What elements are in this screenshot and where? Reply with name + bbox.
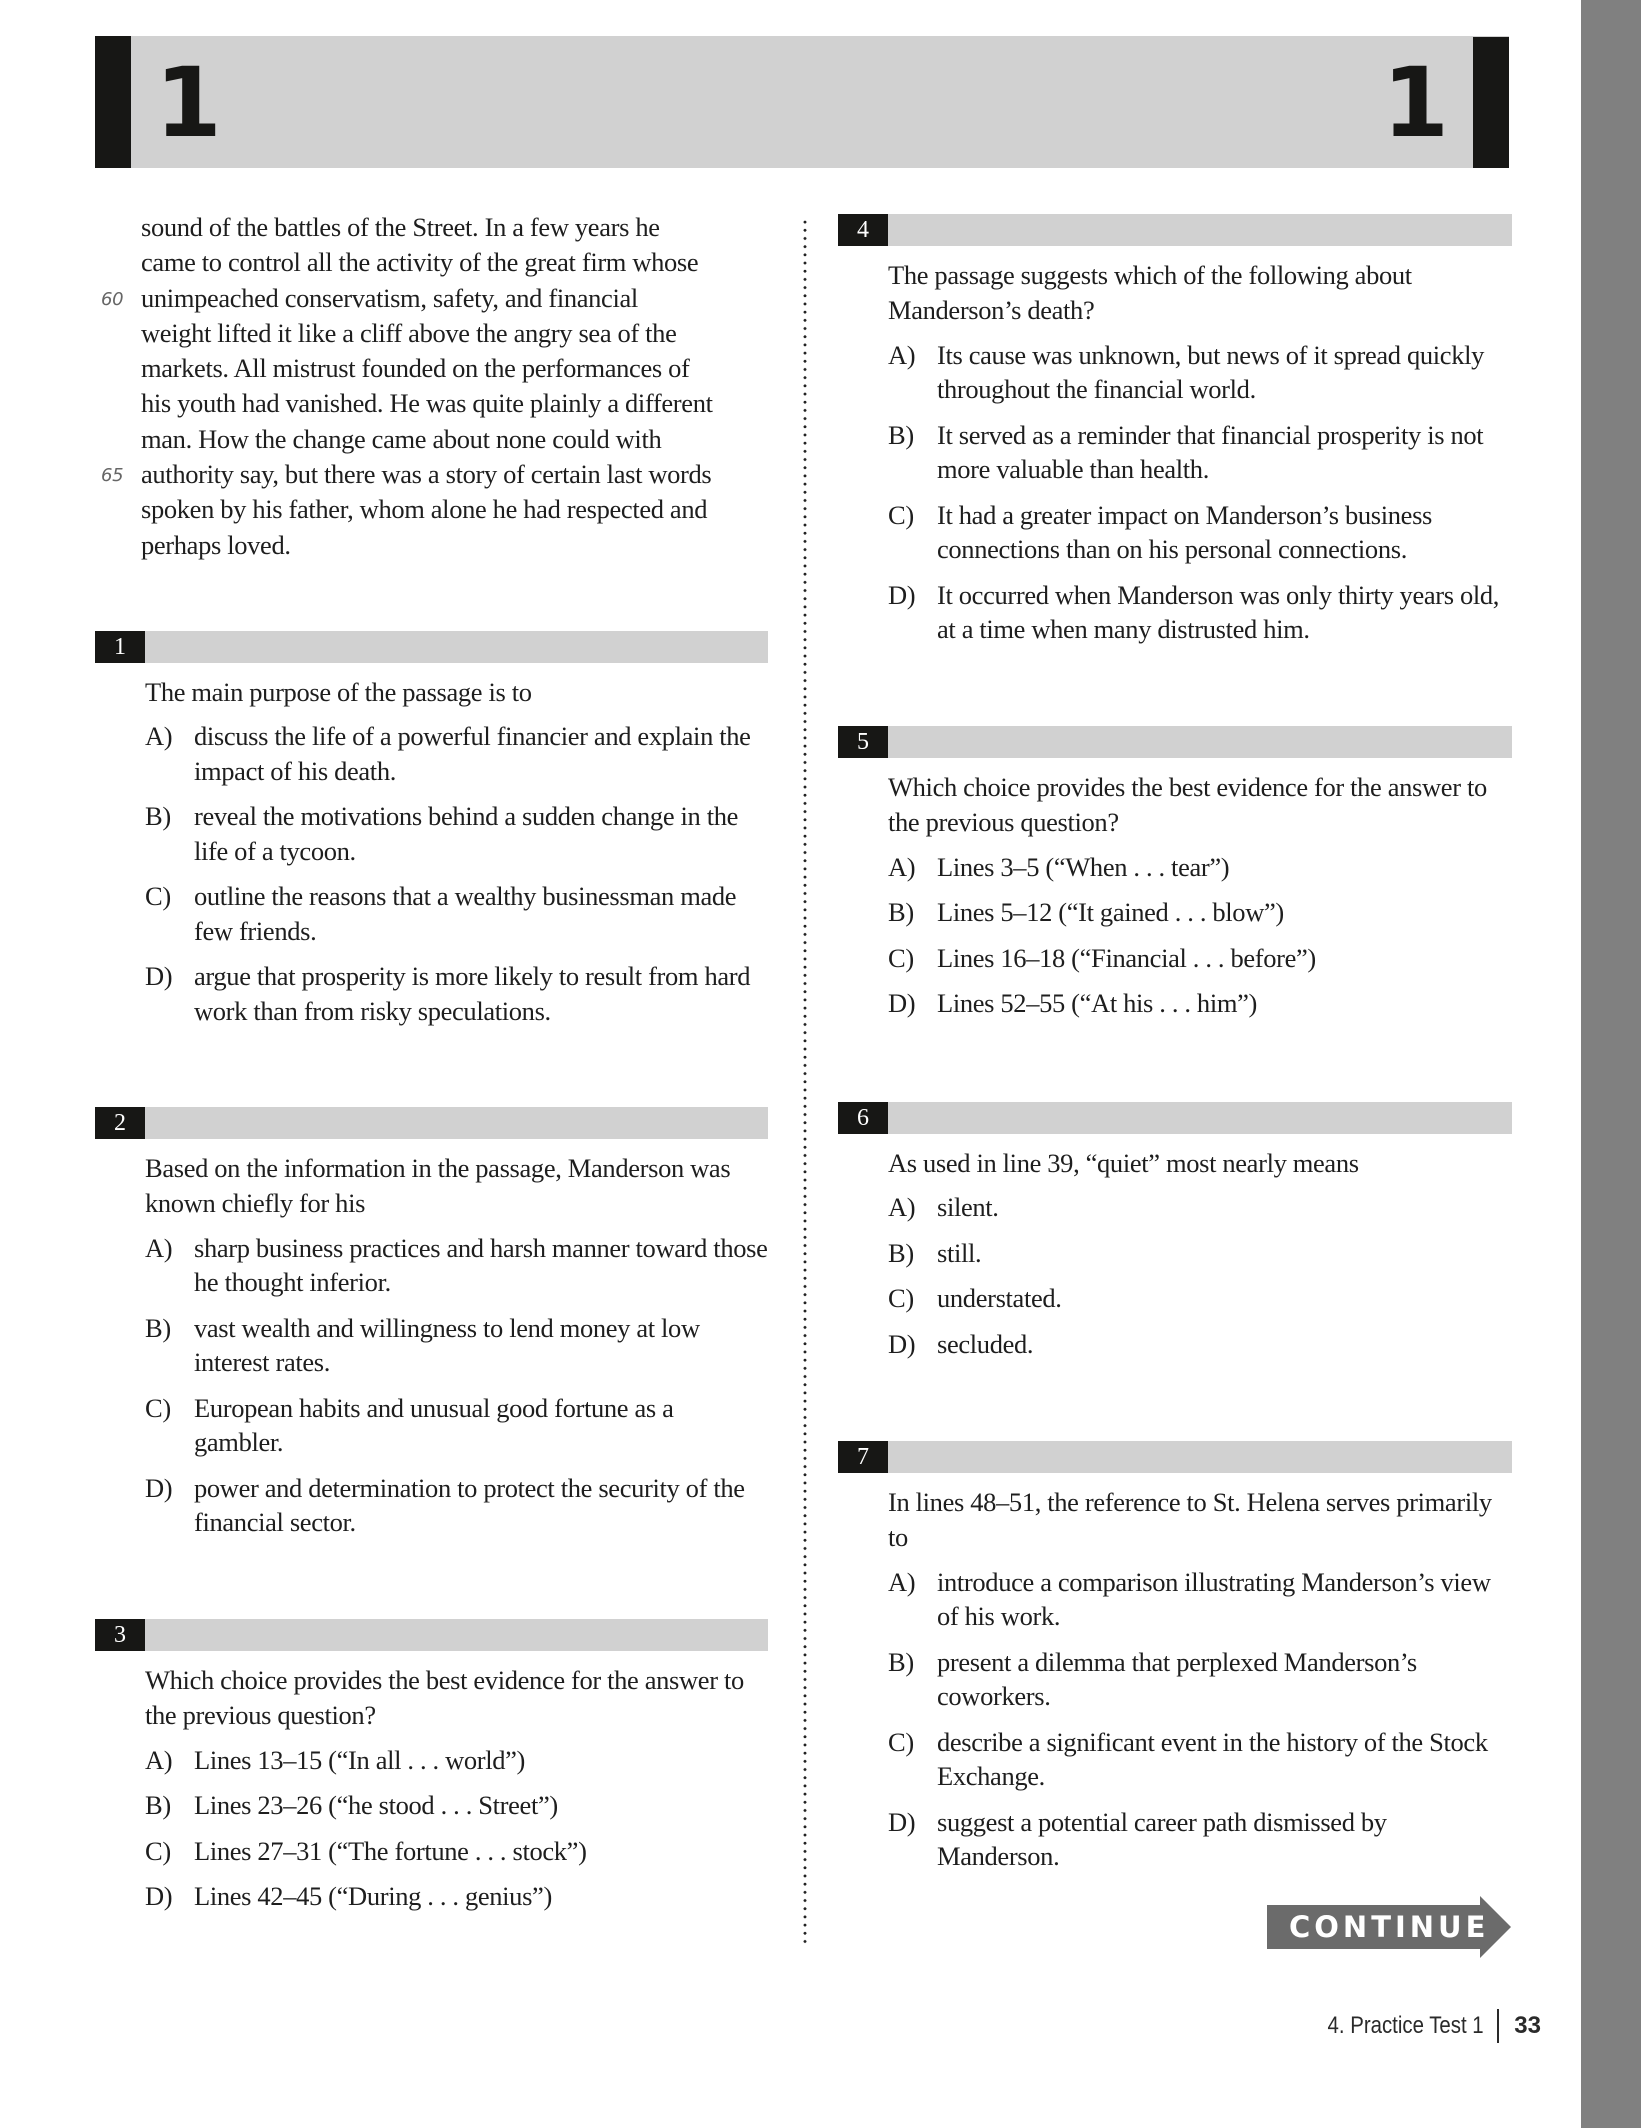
question-number: 5 xyxy=(838,726,888,758)
answer-choices xyxy=(888,1190,1512,1361)
question-7 xyxy=(838,1441,1512,1885)
section-number-left: 1 xyxy=(155,47,222,159)
passage-line-text: sound of the battles of the Street. In a few years he xyxy=(141,212,660,242)
answer-text: Lines 42–45 (“During . . . genius”) xyxy=(194,1881,552,1912)
answer-choice-d[interactable] xyxy=(888,986,1512,1021)
passage-line-text: perhaps loved. xyxy=(141,529,291,560)
passage xyxy=(101,210,781,563)
answer-text: argue that prosperity is more likely to result from hard work than from risky speculations. xyxy=(194,961,751,1026)
question-stem: Which choice provides the best evidence for the answer to the previous question? xyxy=(145,1665,744,1731)
passage-line xyxy=(141,492,781,527)
passage-line xyxy=(141,351,781,386)
answer-choice-a[interactable] xyxy=(145,719,768,788)
passage-line xyxy=(101,457,781,492)
question-number: 4 xyxy=(838,214,888,246)
answer-text: Lines 3–5 (“When . . . tear”) xyxy=(937,851,1230,882)
answer-letter: D) xyxy=(145,1881,173,1912)
passage-line-text: unimpeached conservatism, safety, and financial xyxy=(141,282,638,313)
answer-text: describe a significant event in the history of the Stock Exchange. xyxy=(937,1726,1488,1792)
answer-choices xyxy=(145,719,768,1028)
answer-choice-c[interactable] xyxy=(145,879,768,948)
question-number: 2 xyxy=(95,1107,145,1139)
passage-line-text: his youth had vanished. He was quite plainly a different xyxy=(141,388,713,419)
answer-choice-d[interactable] xyxy=(145,1879,768,1914)
answer-letter: A) xyxy=(888,339,916,370)
answer-letter: C) xyxy=(145,1835,171,1866)
section-number-right: 1 xyxy=(1382,47,1449,159)
section-marker-left xyxy=(95,36,131,168)
continue-arrow xyxy=(1267,1896,1511,1958)
answer-choice-d[interactable] xyxy=(888,578,1512,647)
answer-text: vast wealth and willingness to lend money at low interest rates. xyxy=(194,1312,700,1378)
answer-text: outline the reasons that a wealthy businessman made few friends. xyxy=(194,881,737,946)
answer-choice-a[interactable] xyxy=(145,1231,768,1300)
question-stem: As used in line 39, “quiet” most nearly means xyxy=(888,1148,1359,1178)
answer-letter: B) xyxy=(888,897,914,928)
answer-choice-c[interactable] xyxy=(888,941,1512,976)
answer-letter: D) xyxy=(145,1472,173,1503)
answer-letter: B) xyxy=(145,1790,171,1821)
question-header-bar xyxy=(838,1102,1512,1134)
answer-choice-a[interactable] xyxy=(145,1743,768,1778)
question-2 xyxy=(95,1107,768,1551)
answer-letter: A) xyxy=(888,851,916,882)
answer-letter: B) xyxy=(888,1646,914,1677)
answer-text: understated. xyxy=(937,1283,1062,1314)
answer-letter: A) xyxy=(888,1192,916,1223)
question-4 xyxy=(838,214,1512,658)
answer-letter: C) xyxy=(145,881,171,912)
answer-choice-a[interactable] xyxy=(888,1190,1512,1225)
answer-choice-c[interactable] xyxy=(145,1391,768,1460)
passage-line xyxy=(141,245,781,280)
answer-text: Lines 13–15 (“In all . . . world”) xyxy=(194,1744,526,1775)
answer-text: silent. xyxy=(937,1192,999,1223)
question-5 xyxy=(838,726,1512,1032)
answer-choice-b[interactable] xyxy=(888,895,1512,930)
answer-text: Its cause was unknown, but news of it spread quickly throughout the financial world. xyxy=(937,339,1485,405)
answer-choice-b[interactable] xyxy=(145,1311,768,1380)
answer-letter: D) xyxy=(145,961,173,992)
question-header-bar xyxy=(95,1619,768,1651)
answer-choices xyxy=(145,1743,768,1914)
answer-letter: C) xyxy=(888,499,914,530)
column-divider xyxy=(803,218,807,1948)
answer-text: suggest a potential career path dismissed by Manderson. xyxy=(937,1806,1387,1872)
answer-choice-a[interactable] xyxy=(888,1565,1512,1634)
answer-letter: D) xyxy=(888,1328,916,1359)
answer-choice-d[interactable] xyxy=(145,1471,768,1540)
continue-label: CONTINUE xyxy=(1289,1910,1490,1944)
answer-choice-c[interactable] xyxy=(145,1834,768,1869)
answer-letter: C) xyxy=(888,1283,914,1314)
answer-choice-c[interactable] xyxy=(888,498,1512,567)
answer-text: Lines 27–31 (“The fortune . . . stock”) xyxy=(194,1835,587,1866)
line-number: 60 xyxy=(101,288,124,310)
answer-letter: C) xyxy=(888,942,914,973)
question-6 xyxy=(838,1102,1512,1372)
answer-choice-a[interactable] xyxy=(888,850,1512,885)
chapter-label: 4. Practice Test 1 xyxy=(1327,2012,1484,2039)
answer-letter: D) xyxy=(888,988,916,1019)
answer-text: introduce a comparison illustrating Manderson’s view of his work. xyxy=(937,1566,1491,1632)
page-footer xyxy=(1300,2008,1541,2044)
answer-text: It occurred when Manderson was only thirty years old, at a time when many distrusted him. xyxy=(937,579,1500,645)
passage-line-text: authority say, but there was a story of certain last words xyxy=(141,459,712,490)
passage-line-text: came to control all the activity of the great firm whose xyxy=(141,247,699,278)
question-stem: Which choice provides the best evidence for the answer to the previous question? xyxy=(888,772,1487,838)
question-stem: The passage suggests which of the following about Manderson’s death? xyxy=(888,260,1412,326)
answer-text: Lines 52–55 (“At his . . . him”) xyxy=(937,988,1257,1019)
answer-letter: C) xyxy=(145,1392,171,1423)
question-header-bar xyxy=(838,1441,1512,1473)
answer-letter: A) xyxy=(145,1232,173,1263)
answer-text: It served as a reminder that financial prosperity is not more valuable than health. xyxy=(937,419,1484,485)
question-stem: Based on the information in the passage, Manderson was known chiefly for his xyxy=(145,1153,731,1219)
passage-line-text: markets. All mistrust founded on the performances of xyxy=(141,353,690,384)
answer-letter: B) xyxy=(888,419,914,450)
answer-choices xyxy=(145,1231,768,1540)
passage-line-text: man. How the change came about none could with xyxy=(141,423,662,454)
answer-choice-c[interactable] xyxy=(888,1281,1512,1316)
answer-choices xyxy=(888,1565,1512,1874)
question-stem: In lines 48–51, the reference to St. Helena serves primarily to xyxy=(888,1487,1492,1553)
answer-text: European habits and unusual good fortune as a gambler. xyxy=(194,1392,674,1458)
answer-choice-b[interactable] xyxy=(888,418,1512,487)
passage-line xyxy=(141,316,781,351)
answer-text: present a dilemma that perplexed Manderson’s coworkers. xyxy=(937,1646,1417,1712)
answer-letter: A) xyxy=(888,1566,916,1597)
line-number: 65 xyxy=(101,465,124,487)
passage-line xyxy=(101,281,781,316)
answer-text: still. xyxy=(937,1237,982,1268)
answer-choice-c[interactable] xyxy=(888,1725,1512,1794)
answer-letter: B) xyxy=(145,801,171,832)
answer-letter: B) xyxy=(888,1237,914,1268)
answer-letter: B) xyxy=(145,1312,171,1343)
question-header-bar xyxy=(838,214,1512,246)
answer-choice-a[interactable] xyxy=(888,338,1512,407)
passage-line xyxy=(141,422,781,457)
passage-line xyxy=(141,210,781,245)
answer-letter: D) xyxy=(888,579,916,610)
answer-text: reveal the motivations behind a sudden change in the life of a tycoon. xyxy=(194,801,739,866)
answer-text: It had a greater impact on Manderson’s business connections than on his personal connections. xyxy=(937,499,1433,565)
answer-choice-d[interactable] xyxy=(888,1327,1512,1362)
answer-choice-d[interactable] xyxy=(888,1805,1512,1874)
question-number: 6 xyxy=(838,1102,888,1134)
page-edge-strip xyxy=(1581,0,1641,2128)
question-header-bar xyxy=(838,726,1512,758)
question-3 xyxy=(95,1619,768,1925)
answer-choices xyxy=(888,850,1512,1021)
section-marker-right xyxy=(1473,37,1509,168)
passage-line xyxy=(141,528,781,563)
answer-letter: A) xyxy=(145,721,173,752)
question-number: 7 xyxy=(838,1441,888,1473)
answer-letter: A) xyxy=(145,1744,173,1775)
answer-letter: D) xyxy=(888,1806,916,1837)
question-stem: The main purpose of the passage is to xyxy=(145,677,532,707)
answer-choice-b[interactable] xyxy=(145,799,768,868)
question-number: 3 xyxy=(95,1619,145,1651)
answer-choice-d[interactable] xyxy=(145,959,768,1028)
answer-text: Lines 16–18 (“Financial . . . before”) xyxy=(937,942,1316,973)
answer-text: sharp business practices and harsh manner toward those he thought inferior. xyxy=(194,1232,768,1298)
answer-text: Lines 5–12 (“It gained . . . blow”) xyxy=(937,897,1284,928)
answer-text: power and determination to protect the security of the financial sector. xyxy=(194,1472,745,1538)
passage-line xyxy=(141,386,781,421)
section-header xyxy=(95,36,1509,168)
answer-choices xyxy=(888,338,1512,647)
answer-choice-b[interactable] xyxy=(888,1645,1512,1714)
footer-divider xyxy=(1497,2009,1499,2043)
answer-choice-b[interactable] xyxy=(145,1788,768,1823)
question-header-bar xyxy=(95,631,768,663)
answer-text: Lines 23–26 (“he stood . . . Street”) xyxy=(194,1790,558,1821)
answer-choice-b[interactable] xyxy=(888,1236,1512,1271)
question-header-bar xyxy=(95,1107,768,1139)
answer-letter: C) xyxy=(888,1726,914,1757)
passage-line-text: weight lifted it like a cliff above the angry sea of the xyxy=(141,317,677,348)
page-number: 33 xyxy=(1514,2012,1541,2039)
question-1 xyxy=(95,631,768,1039)
answer-text: discuss the life of a powerful financier and explain the impact of his death. xyxy=(194,721,751,786)
passage-line-text: spoken by his father, whom alone he had respected and xyxy=(141,494,708,525)
question-number: 1 xyxy=(95,631,145,663)
answer-text: secluded. xyxy=(937,1328,1034,1359)
